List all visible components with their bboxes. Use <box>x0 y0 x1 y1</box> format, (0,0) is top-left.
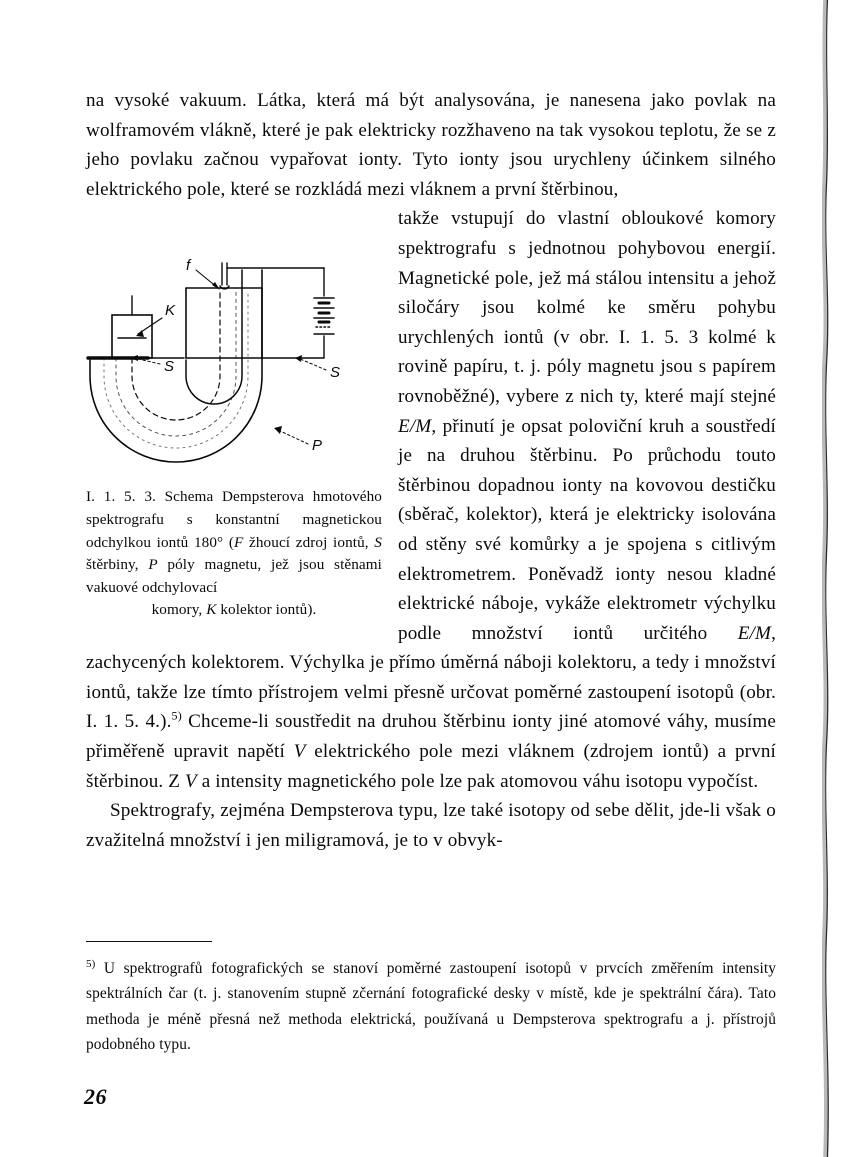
footnote-separator-rule <box>86 941 212 942</box>
footnote-text: U spektrografů fotografických se stanoví poměrné zastoupení isotopů v prvcích změřením intensity spektrálních čar (t. j. stanovením stupně zčernání fotografické desky v místě, kde je spektrální čára). Tato methoda je méně přesná než methoda elektrická, používaná u Dempsterova spektrografu a j. přístrojů podobného typu. <box>86 960 776 1054</box>
paragraph-top: na vysoké vakuum. Látka, která má být analysována, je nanesena jako povlak na wolframovém vlákně, které je pak elektricky rozžhaveno na tak vysokou teplotu, že se z jeho povlaku začnou vypařovat ionty. Tyto ionty jsou urychleny účinkem silného elektrického pole, které se rozkládá mezi vláknem a první štěrbinou, <box>86 90 776 200</box>
inline-em-over-m-2: E/M <box>737 622 772 644</box>
figure-caption-var-k: K <box>206 601 217 619</box>
figure-caption-text-3: štěrbiny, <box>86 556 149 574</box>
figure-block <box>86 258 382 622</box>
figure-dempster-spectrograph <box>86 258 382 473</box>
figure-caption-lastline <box>86 599 382 622</box>
figure-label-slit-right: S <box>330 364 341 382</box>
figure-caption <box>86 486 382 622</box>
figure-label-poles: P <box>312 437 323 455</box>
paragraph-wrap-pre: takže vstupují do vlastní obloukové komory spektrografu s jednotnou pohybovou energií. Magnetické pole, jež má stálou intensitu a jehož siločáry jsou kolmé ke směru pohybu urychlených iontů (v obr. I. 1. 5. 3 kolmé k rovině papíru, t. j. póly magnetu jsou s papírem rovnoběžné), vybere z nich ty, které mají stejné <box>398 208 776 407</box>
paragraph-v-end: a intensity magnetického pole lze pak atomovou váhu isotopu vypočíst. <box>196 770 759 792</box>
figure-caption-number: I. 1. 5. 3. <box>86 488 156 506</box>
figure-caption-var-p: P <box>148 556 158 574</box>
paragraph-after-marker: Chceme-li soustředit na druhou štěrbinu ionty jiné atomové váhy, musíme přiměřeně upravit napětí <box>86 711 776 763</box>
figure-caption-var-s: S <box>374 533 382 551</box>
figure-caption-var-f: F <box>234 533 244 551</box>
inline-var-v-2: V <box>185 770 197 792</box>
page-number: 26 <box>84 1084 107 1109</box>
inline-em-over-m-1: E/M <box>398 415 432 437</box>
page-edge-artifact <box>822 0 831 1157</box>
inline-var-v-1: V <box>293 741 306 763</box>
page-text-column <box>86 86 776 855</box>
figure-label-collector: K <box>165 302 176 320</box>
footnote-block <box>86 956 776 1058</box>
figure-caption-text-4: póly magnetu, jež jsou stěnami vakuové odchylovací <box>86 556 382 596</box>
paragraph-wrap-tail: , zachycených kolektorem. Výchylka je přímo úměrná náboji kolektoru, a tedy i množství iontů, takže lze tímto přístrojem velmi přesně určovat poměrné zastoupení isotopů (obr. I. 1. 5. 4.). <box>86 622 776 733</box>
figure-caption-lastline-1: komory, <box>151 601 207 619</box>
figure-caption-text-1: Schema Dempsterova hmotového spektrografu s konstantní magnetickou odchylkou iontů 180° ( <box>86 488 382 551</box>
paragraph-v-mid: elektrického pole mezi vláknem (zdrojem iontů) a první štěrbinou. Z <box>86 741 777 792</box>
figure-caption-text-2: žhoucí zdroj iontů, <box>243 533 375 551</box>
figure-label-slit-left: S <box>164 358 175 376</box>
figure-label-filament: f <box>186 258 191 275</box>
paragraph-wrap-post: , přinutí je opsat poloviční kruh a soustředí je na druhou štěrbinu. Po průchodu touto štěrbinou dopadnou ionty na kovovou destičku (sběrač, kolektor), která je elektricky isolována od stěny své komůrky a je spojena s citlivým elektrometrem. Poněvadž ionty nesou kladné elektrické náboje, vykáže elektrometr výchylku podle množství iontů určitého <box>398 415 776 644</box>
footnote-marker: 5) <box>86 957 96 970</box>
paragraph-last: Spektrografy, zejména Dempsterova typu, lze také isotopy od sebe dělit, jde-li však o zvažitelná množství i jen miligramová, je to v obvyk- <box>86 800 776 851</box>
footnote-reference-marker[interactable]: 5) <box>171 709 182 724</box>
figure-caption-lastline-2: kolektor iontů). <box>216 601 317 619</box>
